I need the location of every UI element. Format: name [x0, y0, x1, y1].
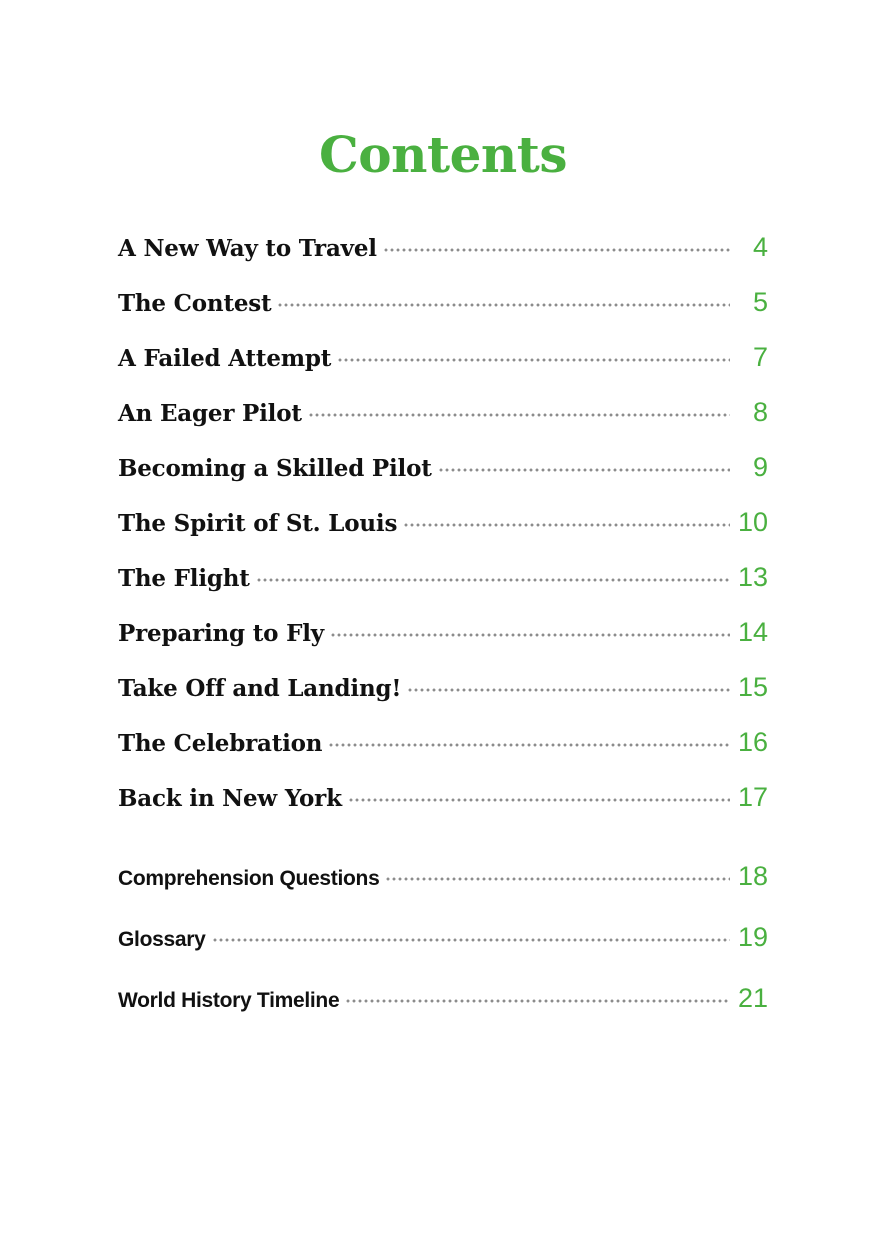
toc-entry[interactable]	[118, 617, 768, 648]
toc-entry-title: The Flight	[118, 565, 250, 592]
dot-leader	[337, 358, 730, 362]
toc-entry[interactable]	[118, 452, 768, 483]
toc-page-number: 14	[737, 617, 768, 647]
dot-leader	[385, 877, 729, 881]
toc-entry-title: A New Way to Travel	[118, 235, 377, 262]
toc-entry[interactable]	[118, 672, 768, 703]
toc-entry-title: Take Off and Landing!	[118, 675, 402, 702]
dot-leader	[328, 743, 730, 747]
toc-page-number: 10	[737, 507, 768, 537]
toc-entry[interactable]	[118, 397, 768, 428]
dot-leader	[256, 578, 730, 582]
toc-page-number: 5	[752, 287, 768, 317]
dot-leader	[403, 523, 730, 527]
toc-entry[interactable]	[118, 507, 768, 538]
toc-entry[interactable]	[118, 342, 768, 373]
toc-page-number: 17	[737, 782, 768, 812]
toc-entry-title: World History Timeline	[118, 989, 340, 1012]
dot-leader	[438, 468, 730, 472]
toc-entry-back-matter[interactable]	[118, 983, 768, 1014]
toc-entry-title: Comprehension Questions	[118, 867, 380, 890]
toc-entry[interactable]	[118, 562, 768, 593]
toc-entry-title: The Celebration	[118, 730, 323, 757]
toc-page-number: 13	[737, 562, 768, 592]
toc-entry[interactable]	[118, 782, 768, 813]
toc-page-number: 19	[737, 922, 768, 952]
toc-page-number: 9	[752, 452, 768, 482]
toc-entry[interactable]	[118, 287, 768, 318]
dot-leader	[212, 938, 730, 942]
toc-entry[interactable]	[118, 232, 768, 263]
toc-entry-title: Becoming a Skilled Pilot	[118, 455, 432, 482]
toc-entry-back-matter[interactable]	[118, 922, 768, 953]
toc-page-number: 21	[737, 983, 768, 1013]
dot-leader	[277, 303, 730, 307]
toc-entry-title: Back in New York	[118, 785, 342, 812]
toc-entry-title: Preparing to Fly	[118, 620, 324, 647]
toc-page-number: 15	[737, 672, 768, 702]
dot-leader	[308, 413, 730, 417]
toc-entry-back-matter[interactable]	[118, 861, 768, 892]
toc-entry-title: The Spirit of St. Louis	[118, 510, 398, 537]
dot-leader	[330, 633, 730, 637]
toc-entry-title: Glossary	[118, 928, 206, 951]
page-title: Contents	[318, 125, 567, 184]
toc-page-number: 18	[737, 861, 768, 891]
toc-page-number: 16	[737, 727, 768, 757]
toc-page-number: 7	[752, 342, 768, 372]
toc-entry-title: A Failed Attempt	[118, 345, 332, 372]
toc-page-number: 8	[752, 397, 768, 427]
dot-leader	[407, 688, 730, 692]
dot-leader	[345, 999, 730, 1003]
toc-entry[interactable]	[118, 727, 768, 758]
toc-page-number: 4	[752, 232, 768, 262]
toc-entry-title: The Contest	[118, 290, 272, 317]
dot-leader	[348, 798, 730, 802]
toc-entry-title: An Eager Pilot	[118, 400, 302, 427]
dot-leader	[383, 248, 730, 252]
